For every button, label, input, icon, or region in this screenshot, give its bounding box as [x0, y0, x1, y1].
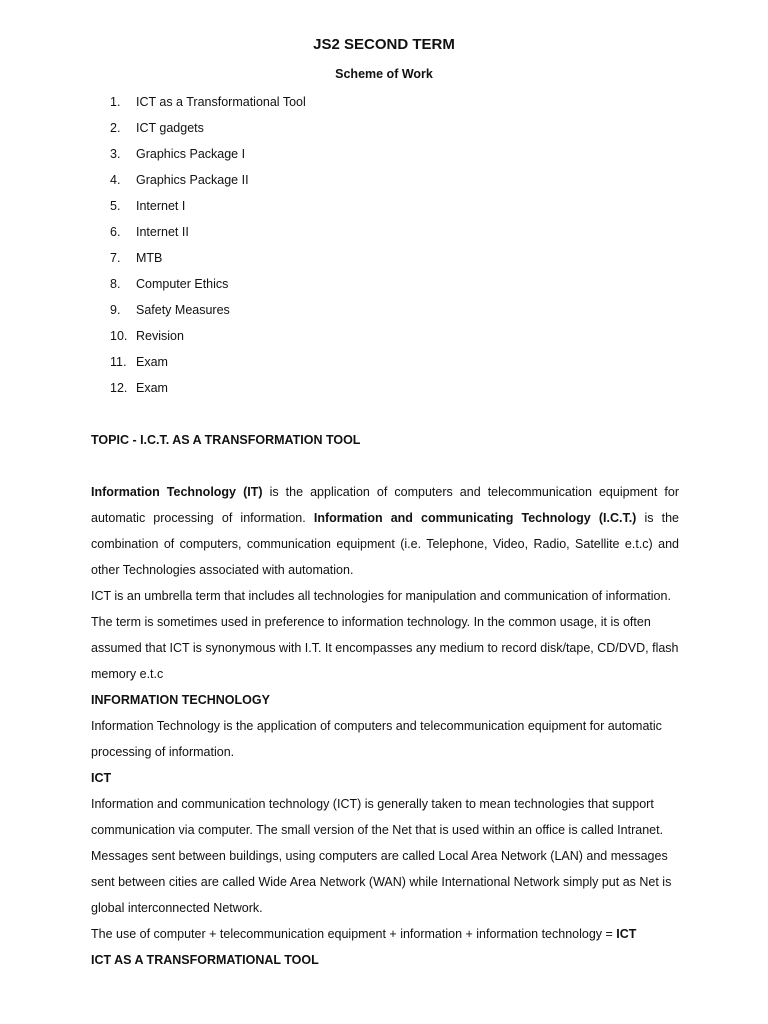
- list-item-label: Internet I: [136, 199, 186, 213]
- list-item-number: 4.: [110, 173, 121, 187]
- list-item-number: 2.: [110, 121, 121, 135]
- paragraph-text: The use of computer + telecommunication equipment + information + information technology =: [91, 927, 617, 941]
- list-item: [110, 94, 306, 120]
- list-item: [110, 224, 306, 250]
- list-item-label: Exam: [136, 381, 168, 395]
- paragraph-text: is the application of computers and telecommunication equipment for automatic processing of information.: [91, 485, 679, 525]
- paragraph-ict-equation: [91, 921, 679, 947]
- document-body: [91, 479, 679, 973]
- term-ict: Information and communicating Technology (I.C.T.): [313, 511, 637, 525]
- paragraph-it-application: Information Technology is the application of computers and telecommunication equipment for automatic processing of information.: [91, 719, 662, 759]
- list-item-number: 5.: [110, 199, 121, 213]
- page-title: JS2 SECOND TERM: [313, 36, 455, 53]
- list-item-label: Computer Ethics: [136, 277, 229, 291]
- section-heading-information-technology: INFORMATION TECHNOLOGY: [91, 693, 270, 707]
- list-item-label: Graphics Package II: [136, 173, 249, 187]
- list-item-number: 12.: [110, 381, 128, 395]
- section-heading-transformational-tool: ICT AS A TRANSFORMATIONAL TOOL: [91, 953, 319, 967]
- list-item-number: 11.: [110, 355, 127, 369]
- list-item-label: Graphics Package I: [136, 147, 246, 161]
- list-item: [110, 302, 306, 328]
- scheme-of-work-list: [110, 94, 306, 406]
- term-ict-result: ICT: [616, 927, 637, 941]
- list-item-label: Revision: [136, 329, 184, 343]
- list-item-number: 10.: [110, 329, 128, 343]
- paragraph-it-definition: [91, 479, 679, 583]
- list-item-number: 7.: [110, 251, 121, 265]
- paragraph-text: is the combination of computers, communication equipment (i.e. Telephone, Video, Radio, Satellite e.t.c) and other Technologies associated with automation.: [91, 511, 679, 577]
- list-item-number: 8.: [110, 277, 121, 291]
- list-item: [110, 146, 306, 172]
- list-item-number: 9.: [110, 303, 121, 317]
- list-item-number: 3.: [110, 147, 121, 161]
- list-item-label: ICT gadgets: [136, 121, 204, 135]
- list-item: [110, 354, 306, 380]
- list-item-label: ICT as a Transformational Tool: [136, 95, 306, 109]
- list-item: [110, 276, 306, 302]
- page-subtitle: Scheme of Work: [335, 67, 433, 81]
- list-item-label: MTB: [136, 251, 163, 265]
- list-item: [110, 380, 306, 406]
- paragraph-ict-networks: Information and communication technology (ICT) is generally taken to mean technologies that support communication via computer. The small version of the Net that is used within an office is called Intranet. Messages sent between buildings, using computers are called Local Area Network (LAN) and messages sent between cities are called Wide Area Network (WAN) while International Network simply put as Net is global interconnected Network.: [91, 797, 672, 915]
- list-item: [110, 198, 306, 224]
- list-item: [110, 328, 306, 354]
- list-item-label: Exam: [136, 355, 168, 369]
- list-item: [110, 172, 306, 198]
- list-item-number: 6.: [110, 225, 121, 239]
- list-item: [110, 120, 306, 146]
- paragraph-ict-umbrella: ICT is an umbrella term that includes all technologies for manipulation and communication of information. The term is sometimes used in preference to information technology. In the common usage, it is often assumed that ICT is synonymous with I.T. It encompasses any medium to record disk/tape, CD/DVD, flash memory e.t.c: [91, 589, 679, 681]
- list-item-number: 1.: [110, 95, 121, 109]
- list-item-label: Safety Measures: [136, 303, 230, 317]
- list-item-label: Internet II: [136, 225, 189, 239]
- section-heading-ict: ICT: [91, 771, 112, 785]
- list-item: [110, 250, 306, 276]
- topic-heading: TOPIC - I.C.T. AS A TRANSFORMATION TOOL: [91, 433, 361, 447]
- term-it: Information Technology (IT): [91, 485, 263, 499]
